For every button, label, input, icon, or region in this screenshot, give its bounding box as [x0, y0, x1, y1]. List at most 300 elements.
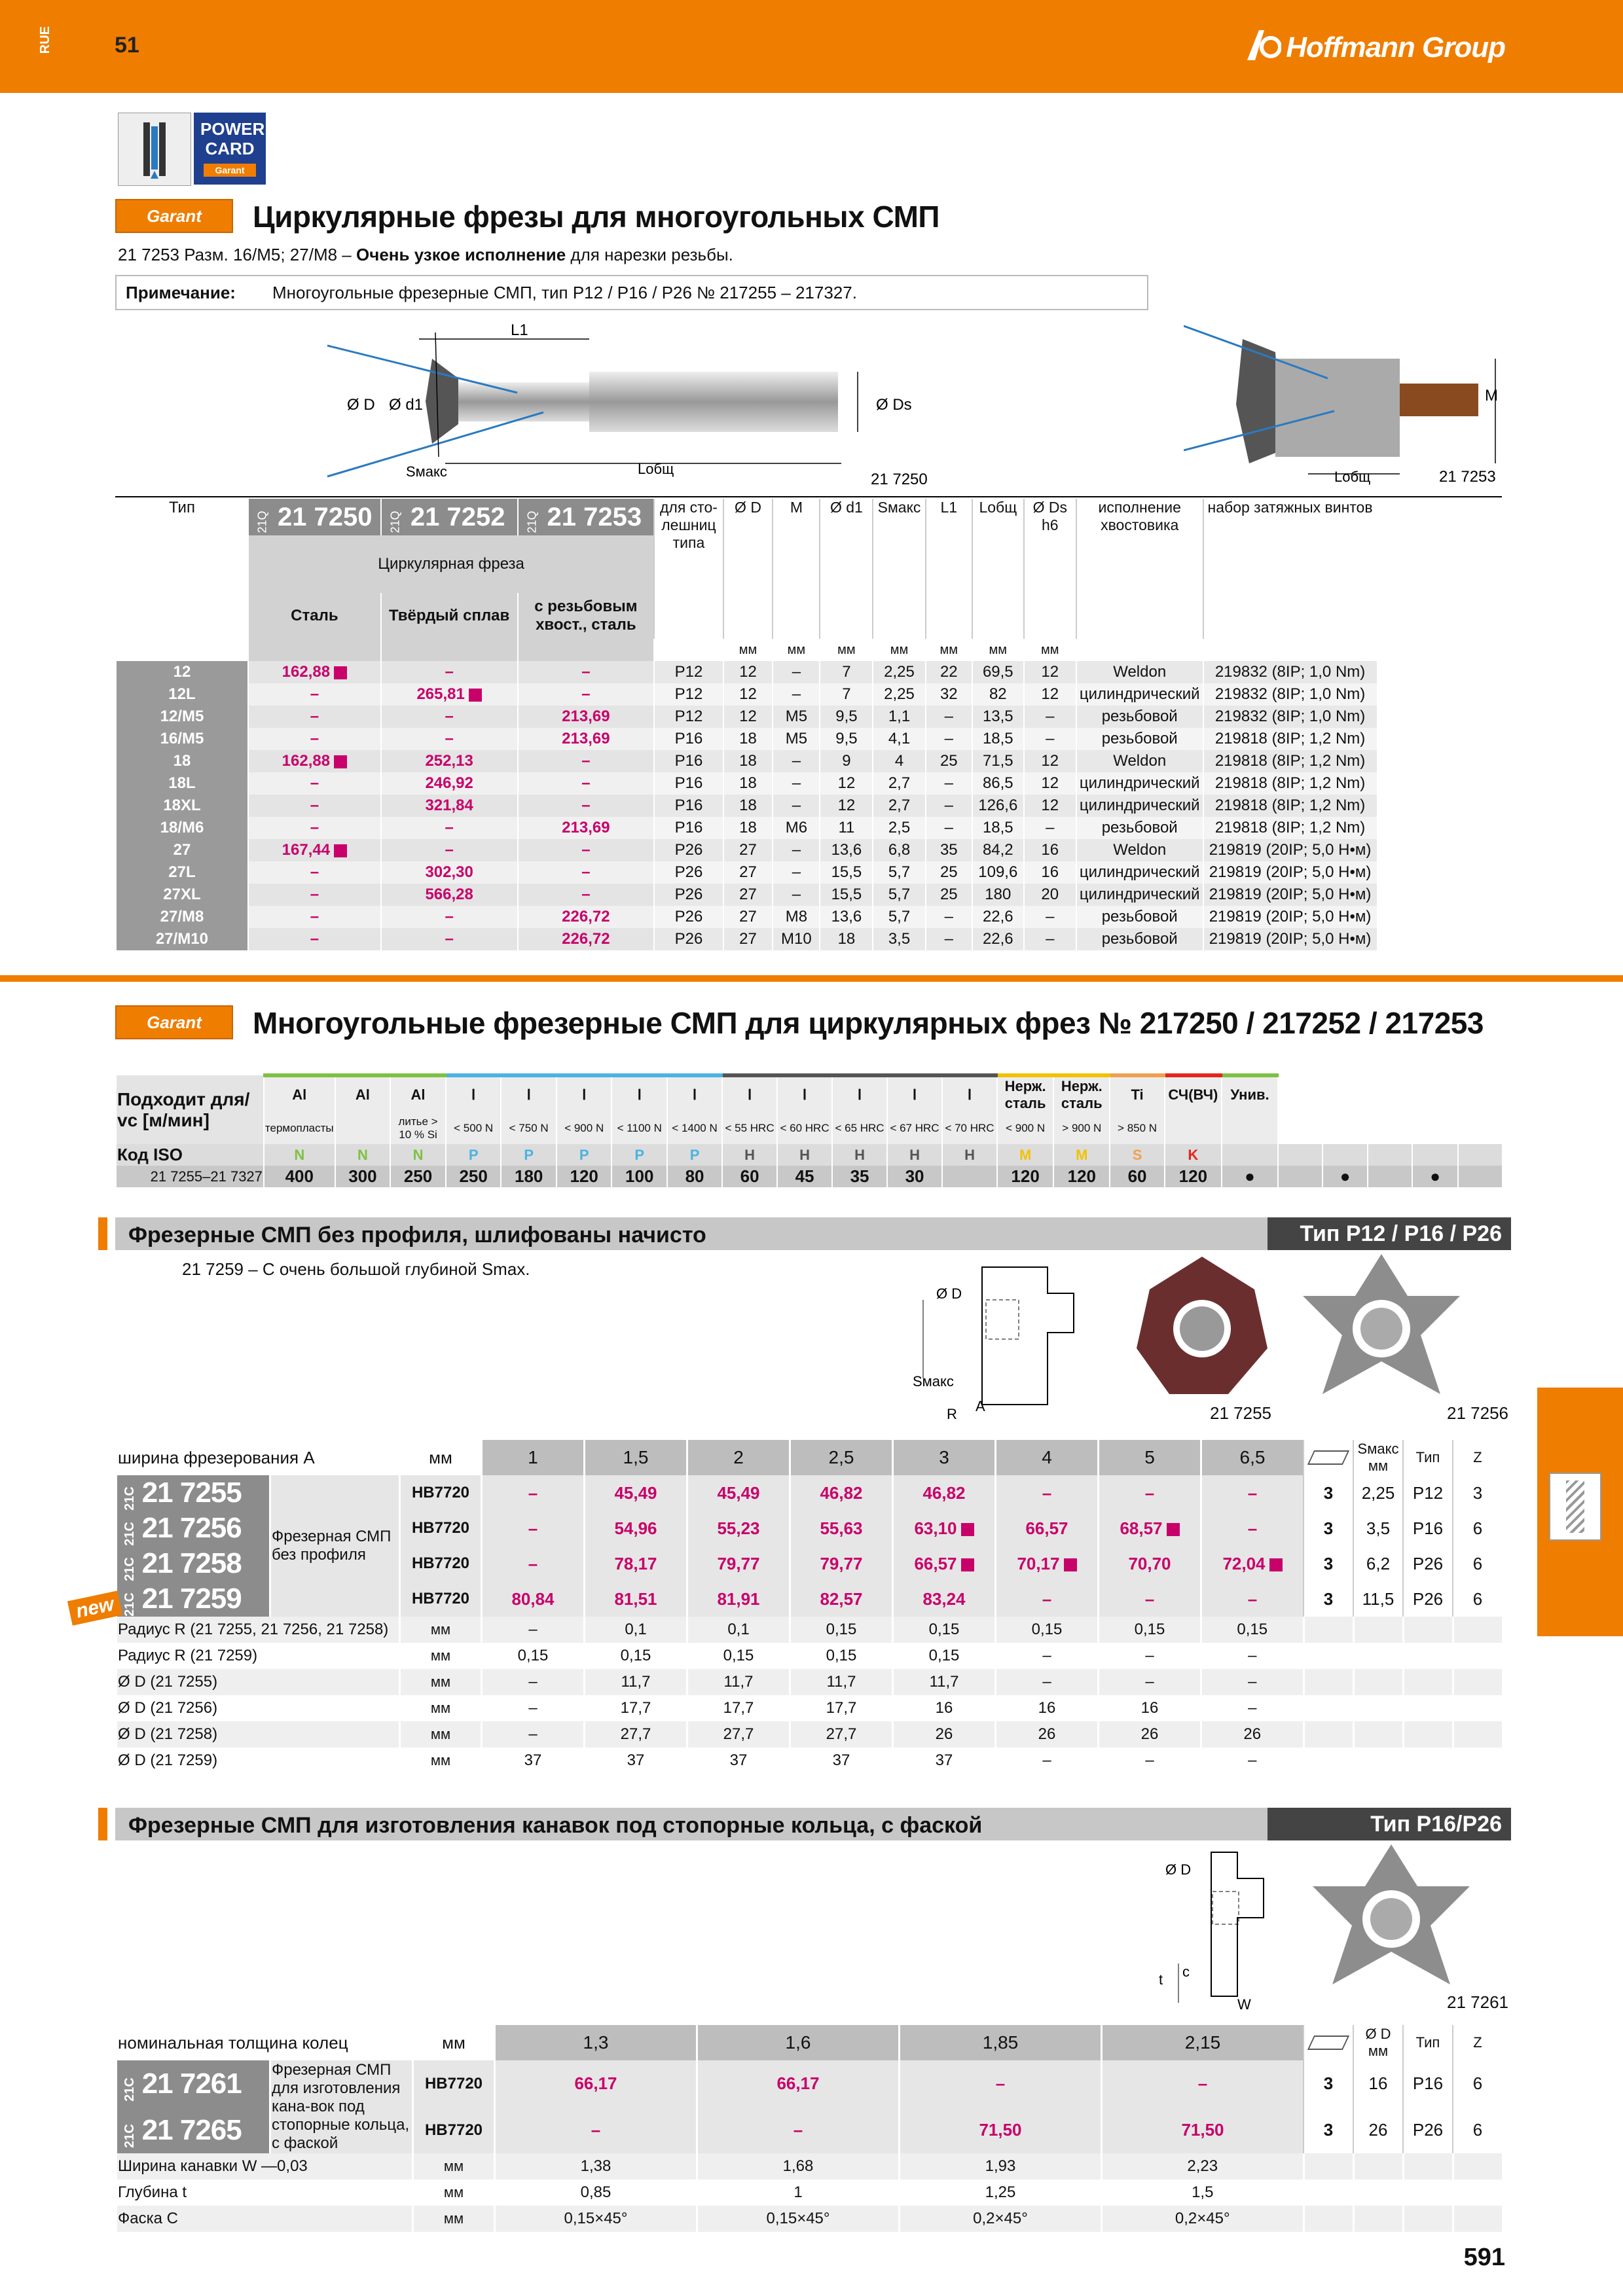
- article-cell: 21C 21 7265: [117, 2107, 270, 2153]
- spec-cell: P26: [654, 884, 723, 906]
- price-cell: 213,69: [518, 728, 655, 750]
- spec-cell: –: [773, 861, 820, 884]
- price-cell: –: [1201, 1475, 1304, 1511]
- cutting-speed: 45: [777, 1166, 832, 1187]
- price-cell: 68,57: [1099, 1511, 1201, 1546]
- unit-8: [1076, 639, 1203, 661]
- row-type: 18: [116, 750, 248, 772]
- price-cell: –: [381, 661, 518, 683]
- cutter-drawing-217250: [321, 319, 949, 490]
- insert-image-217256: [1290, 1250, 1473, 1407]
- price-cell: 66,57: [996, 1511, 1099, 1546]
- price-cell: –: [248, 706, 381, 728]
- table-row: [116, 683, 1501, 706]
- section1-note: Примечание: Многоугольные фрезерные СМП, тип P12 / P16 / P26 № 217255 – 217327.: [115, 275, 1148, 310]
- drawing-label-d1: Ø d1: [389, 396, 424, 414]
- spec-value: 0,15: [790, 1643, 893, 1669]
- spec-cell: –: [926, 728, 972, 750]
- side-cell: 3: [1304, 1511, 1353, 1546]
- spec-value: –: [482, 1669, 585, 1695]
- side-cell: 3,5: [1353, 1511, 1403, 1546]
- material-sub: < 500 N: [446, 1113, 501, 1144]
- drawing-label-r: R: [947, 1406, 957, 1422]
- spec-cell: M5: [773, 728, 820, 750]
- header-label: номинальная толщина колец: [117, 2025, 413, 2060]
- spec-value: 0,15: [687, 1643, 790, 1669]
- spec-cell: резьбовой: [1076, 728, 1203, 750]
- spec-cell: P26: [654, 839, 723, 861]
- drawing-label-d: Ø D: [347, 396, 375, 414]
- spec-value: 16: [996, 1695, 1099, 1721]
- row-type: 18/M6: [116, 817, 248, 839]
- spec-cell: 22,6: [972, 928, 1024, 950]
- material-sub: [335, 1113, 391, 1144]
- table-row: [116, 706, 1501, 728]
- spec-cell: резьбовой: [1076, 906, 1203, 928]
- spec-cell: 2,7: [873, 795, 925, 817]
- drawing-label-ltot2: Lобщ: [1334, 469, 1371, 485]
- spec-row: [117, 1617, 1503, 1643]
- spec-value: 0,15: [1099, 1617, 1201, 1643]
- spec-value: –: [482, 1721, 585, 1748]
- price-cell: 72,04: [1201, 1546, 1304, 1581]
- price-cell: –: [248, 884, 381, 906]
- price-cell: –: [1099, 1475, 1201, 1511]
- price-cell: –: [996, 1475, 1099, 1511]
- cutting-speed: 35: [832, 1166, 887, 1187]
- spec-cell: –: [773, 839, 820, 861]
- spec-label: Ø D (21 7255): [117, 1669, 400, 1695]
- price-cell: –: [381, 928, 518, 950]
- grade: HB7720: [400, 1581, 482, 1617]
- table-row: [116, 750, 1501, 772]
- spec-cell: 126,6: [972, 795, 1024, 817]
- price-cell: –: [518, 795, 655, 817]
- iso-code: P: [667, 1144, 722, 1166]
- row-type: 18L: [116, 772, 248, 795]
- spec-cell: 5,7: [873, 906, 925, 928]
- new-badge: new: [67, 1590, 123, 1625]
- cutting-speed: 300: [335, 1166, 391, 1187]
- spec-value: 37: [687, 1748, 790, 1774]
- spec-cell: 84,2: [972, 839, 1024, 861]
- spec-value: 26: [1099, 1721, 1201, 1748]
- price-cell: 246,92: [381, 772, 518, 795]
- spec-value: 27,7: [687, 1721, 790, 1748]
- price-cell: –: [518, 683, 655, 706]
- material-sub: [1165, 1113, 1222, 1144]
- spec-value: 0,15: [1201, 1617, 1304, 1643]
- spec-cell: –: [926, 795, 972, 817]
- price-cell: –: [381, 706, 518, 728]
- side-code: RUE: [38, 26, 52, 54]
- header-unit: мм: [413, 2025, 495, 2060]
- spec-cell: 12: [723, 683, 773, 706]
- coolant-icon-4: [1458, 1075, 1502, 1144]
- iso-code: P: [501, 1144, 556, 1166]
- spec-value: 0,85: [495, 2179, 697, 2206]
- spec-value: 27,7: [585, 1721, 687, 1748]
- side-header-2: Тип: [1403, 1440, 1453, 1475]
- price-cell: 226,72: [518, 928, 655, 950]
- side-cell: P26: [1403, 1546, 1453, 1581]
- spec-header-8: исполнение хвостовика: [1076, 499, 1203, 639]
- material-header-1: Твёрдый сплав: [381, 593, 518, 639]
- iso-code: M: [997, 1144, 1053, 1166]
- section4-type: Тип P16/P26: [1267, 1808, 1511, 1840]
- coolant-value: [1278, 1166, 1322, 1187]
- spec-cell: 86,5: [972, 772, 1024, 795]
- side-cell: 6: [1453, 1581, 1502, 1617]
- spec-unit: мм: [400, 1643, 482, 1669]
- price-cell: –: [697, 2107, 900, 2153]
- spec-label: Радиус R (21 7255, 21 7256, 21 7258): [117, 1617, 400, 1643]
- drawing-label-m: M: [1485, 387, 1498, 404]
- spec-cell: цилиндрический: [1076, 683, 1203, 706]
- article-cell: 21C 21 7255: [117, 1475, 270, 1511]
- price-cell: –: [482, 1546, 585, 1581]
- spec-cell: 2,25: [873, 683, 925, 706]
- spec-cell: –: [926, 817, 972, 839]
- row-type: 12L: [116, 683, 248, 706]
- groove-profile-drawing: [1139, 1846, 1296, 2016]
- table-row: [116, 906, 1501, 928]
- table-row: [116, 661, 1501, 683]
- spec-cell: цилиндрический: [1076, 795, 1203, 817]
- dimension-header: 2: [687, 1440, 790, 1475]
- price-cell: 63,10: [893, 1511, 996, 1546]
- spec-value: –: [1099, 1643, 1201, 1669]
- row-type: 27: [116, 839, 248, 861]
- grade: HB7720: [413, 2107, 495, 2153]
- price-cell: 70,17: [996, 1546, 1099, 1581]
- spec-cell: 20: [1024, 884, 1076, 906]
- drawing-label-c: c: [1182, 1964, 1190, 1980]
- material-sub: < 1100 N: [611, 1113, 667, 1144]
- spec-cell: 22,6: [972, 906, 1024, 928]
- dimension-header: 3: [893, 1440, 996, 1475]
- spec-value: 11,7: [687, 1669, 790, 1695]
- spec-cell: –: [773, 772, 820, 795]
- cutter-drawing-217253: [1184, 319, 1518, 490]
- iso-code: S: [1110, 1144, 1164, 1166]
- side-header-2: Тип: [1403, 2025, 1453, 2060]
- spec-value: 17,7: [790, 1695, 893, 1721]
- spec-cell: –: [773, 750, 820, 772]
- spec-row: [117, 1748, 1503, 1774]
- coolant-value: [1368, 1166, 1412, 1187]
- spec-value: –: [1099, 1748, 1201, 1774]
- table-row: [116, 884, 1501, 906]
- price-cell: 46,82: [790, 1475, 893, 1511]
- spec-cell: –: [773, 683, 820, 706]
- group-label: Фрезерная СМП без профиля: [270, 1475, 400, 1617]
- cutting-speed: ●: [1222, 1166, 1278, 1187]
- spec-value: 27,7: [790, 1721, 893, 1748]
- iso-code: H: [832, 1144, 887, 1166]
- cutting-speed: 30: [887, 1166, 942, 1187]
- spec-cell: 219819 (20IP; 5,0 Н•м): [1203, 884, 1377, 906]
- article-cell: 21C 21 7259: [117, 1581, 270, 1617]
- material-sub: термопласты: [264, 1113, 335, 1144]
- spec-value: –: [482, 1617, 585, 1643]
- spec-cell: 219819 (20IP; 5,0 Н•м): [1203, 906, 1377, 928]
- spec-cell: P16: [654, 795, 723, 817]
- unit-2: мм: [773, 639, 820, 661]
- price-cell: 213,69: [518, 817, 655, 839]
- price-cell: 80,84: [482, 1581, 585, 1617]
- unit-7: мм: [1024, 639, 1076, 661]
- spec-cell: 219819 (20IP; 5,0 Н•м): [1203, 928, 1377, 950]
- material-sub: < 900 N: [997, 1113, 1053, 1144]
- spec-cell: –: [1024, 706, 1076, 728]
- spec-cell: P12: [654, 661, 723, 683]
- power-card-badge: POWER CARD Garant: [194, 113, 266, 185]
- spec-cell: резьбовой: [1076, 817, 1203, 839]
- spec-header-5: L1: [926, 499, 972, 639]
- spec-header-1: Ø D: [723, 499, 773, 639]
- spec-label: Фаска C: [117, 2206, 413, 2232]
- spec-value: –: [996, 1748, 1099, 1774]
- spec-value: –: [996, 1669, 1099, 1695]
- spec-row: [117, 1695, 1503, 1721]
- spec-value: 26: [996, 1721, 1099, 1748]
- spec-unit: мм: [400, 1695, 482, 1721]
- spec-cell: Weldon: [1076, 661, 1203, 683]
- price-cell: 213,69: [518, 706, 655, 728]
- material-col-16: СЧ(ВЧ): [1165, 1075, 1222, 1113]
- spec-cell: P12: [654, 706, 723, 728]
- spec-cell: цилиндрический: [1076, 861, 1203, 884]
- drawing-label-a: A: [976, 1398, 985, 1414]
- unit-4: мм: [873, 639, 925, 661]
- drawing-label-ds: Ø Ds: [876, 396, 912, 414]
- stock-marker-icon: [334, 666, 347, 679]
- spec-value: 0,15: [585, 1643, 687, 1669]
- material-col-1: Al: [335, 1075, 391, 1113]
- spec-value: 0,15: [996, 1617, 1099, 1643]
- dimension-header: 1,5: [585, 1440, 687, 1475]
- spec-cell: P16: [654, 728, 723, 750]
- spec-cell: 32: [926, 683, 972, 706]
- spec-cell: M8: [773, 906, 820, 928]
- material-col-14: Нерж. сталь: [1053, 1075, 1110, 1113]
- spec-row: [117, 2206, 1503, 2232]
- material-col-6: Ⅰ: [611, 1075, 667, 1113]
- price-cell: –: [996, 1581, 1099, 1617]
- spec-label: Ø D (21 7259): [117, 1748, 400, 1774]
- cutting-speed: 100: [611, 1166, 667, 1187]
- iso-code: P: [556, 1144, 612, 1166]
- insert-profile-drawing: [903, 1247, 1100, 1424]
- table-row: [116, 928, 1501, 950]
- price-cell: 162,88: [248, 661, 381, 683]
- section1-subtitle: 21 7253 Разм. 16/M5; 27/M8 – Очень узкое исполнение для нарезки резьбы.: [118, 245, 733, 264]
- spec-cell: 18: [820, 928, 873, 950]
- price-cell: –: [518, 884, 655, 906]
- cutting-speed: 80: [667, 1166, 722, 1187]
- section-separator: [0, 975, 1623, 982]
- spec-unit: мм: [413, 2153, 495, 2179]
- spec-value: 37: [790, 1748, 893, 1774]
- cutting-speed: 250: [390, 1166, 446, 1187]
- price-cell: 66,57: [893, 1546, 996, 1581]
- price-cell: –: [381, 817, 518, 839]
- spec-unit: мм: [400, 1748, 482, 1774]
- material-table: [115, 1073, 1502, 1187]
- spec-row: [117, 1669, 1503, 1695]
- spec-value: 17,7: [585, 1695, 687, 1721]
- spec-cell: 12: [1024, 795, 1076, 817]
- material-sub: > 900 N: [1053, 1113, 1110, 1144]
- spec-cell: 7: [820, 661, 873, 683]
- cutting-speed: [942, 1166, 997, 1187]
- spec-value: 1: [697, 2179, 900, 2206]
- drawing-label-ltot: Lобщ: [638, 461, 674, 477]
- group-label: Циркулярная фреза: [248, 535, 654, 593]
- spec-cell: 6,8: [873, 839, 925, 861]
- iso-code: P: [446, 1144, 501, 1166]
- spec-value: 1,25: [900, 2179, 1102, 2206]
- spec-cell: 22: [926, 661, 972, 683]
- unit-1: мм: [723, 639, 773, 661]
- spec-cell: 219818 (8IP; 1,2 Nm): [1203, 795, 1377, 817]
- side-cell: 3: [1304, 1581, 1353, 1617]
- spec-cell: M5: [773, 706, 820, 728]
- material-sub: < 55 HRC: [722, 1113, 777, 1144]
- cutting-speed: 120: [556, 1166, 612, 1187]
- spec-value: 0,15: [790, 1617, 893, 1643]
- spec-value: 37: [893, 1748, 996, 1774]
- spec-cell: 18: [723, 772, 773, 795]
- stock-marker-icon: [1064, 1558, 1077, 1571]
- spec-value: –: [1201, 1695, 1304, 1721]
- cutting-speed: 120: [997, 1166, 1053, 1187]
- side-cell: P16: [1403, 2060, 1453, 2107]
- spec-cell: –: [773, 884, 820, 906]
- spec-cell: 4,1: [873, 728, 925, 750]
- spec-cell: M10: [773, 928, 820, 950]
- row-type: 27XL: [116, 884, 248, 906]
- price-cell: 81,91: [687, 1581, 790, 1617]
- dimension-header: 2,15: [1102, 2025, 1304, 2060]
- material-col-10: Ⅰ: [832, 1075, 887, 1113]
- grade-box-icon: [1304, 2025, 1353, 2060]
- price-cell: –: [248, 861, 381, 884]
- garant-logo: Garant: [115, 199, 233, 233]
- price-cell: 321,84: [381, 795, 518, 817]
- spec-value: 16: [1099, 1695, 1201, 1721]
- spec-value: –: [1201, 1643, 1304, 1669]
- spec-cell: 18: [723, 817, 773, 839]
- spec-value: 11,7: [790, 1669, 893, 1695]
- price-cell: –: [518, 772, 655, 795]
- spec-cell: 15,5: [820, 861, 873, 884]
- grade-box-icon: [1304, 1440, 1353, 1475]
- side-cell: 3: [1304, 1546, 1353, 1581]
- iso-code: N: [335, 1144, 391, 1166]
- price-cell: 70,70: [1099, 1546, 1201, 1581]
- spec-cell: –: [926, 928, 972, 950]
- spec-value: 0,1: [585, 1617, 687, 1643]
- drawing-label-smax2: Sмакс: [913, 1373, 954, 1390]
- spec-unit: мм: [400, 1617, 482, 1643]
- unit-5: мм: [926, 639, 972, 661]
- price-cell: –: [518, 661, 655, 683]
- insert-image-217255: [1117, 1250, 1287, 1407]
- price-cell: –: [1201, 1511, 1304, 1546]
- table-row: [116, 861, 1501, 884]
- suitable-label: Подходит для/ vc [м/мин]: [116, 1075, 264, 1144]
- header-label: ширина фрезерования A: [117, 1440, 400, 1475]
- cutting-speed: 400: [264, 1166, 335, 1187]
- header-unit: мм: [400, 1440, 482, 1475]
- price-cell: –: [248, 728, 381, 750]
- spec-unit: мм: [413, 2179, 495, 2206]
- insert-table-plain: [115, 1440, 1502, 1774]
- material-col-15: Ti: [1110, 1075, 1164, 1113]
- spec-cell: 27: [723, 861, 773, 884]
- material-col-13: Нерж. сталь: [997, 1075, 1053, 1113]
- coolant-value: [1458, 1166, 1502, 1187]
- price-cell: –: [248, 683, 381, 706]
- insert-ref-217261: 21 7261: [1447, 1992, 1508, 2012]
- spec-cell: –: [1024, 928, 1076, 950]
- spec-value: 26: [1201, 1721, 1304, 1748]
- spec-row: [117, 2179, 1503, 2206]
- side-cell: P26: [1403, 1581, 1453, 1617]
- spec-cell: 27: [723, 928, 773, 950]
- spec-cell: –: [1024, 906, 1076, 928]
- side-cell: 3: [1304, 2060, 1353, 2107]
- spec-cell: 16: [1024, 839, 1076, 861]
- side-cell: 6,2: [1353, 1546, 1403, 1581]
- brand-name: Hoffmann Group: [1286, 31, 1505, 63]
- material-sub: > 850 N: [1110, 1113, 1164, 1144]
- spec-cell: 5,7: [873, 884, 925, 906]
- spec-cell: 25: [926, 750, 972, 772]
- spec-cell: 13,5: [972, 706, 1024, 728]
- price-cell: –: [381, 728, 518, 750]
- section3-type: Тип P12 / P16 / P26: [1267, 1217, 1511, 1250]
- drawing-label-d2: Ø D: [936, 1285, 962, 1302]
- section3-note: 21 7259 – С очень большой глубиной Smax.: [182, 1259, 530, 1279]
- stock-marker-icon: [334, 844, 347, 857]
- price-cell: –: [482, 1511, 585, 1546]
- spec-value: 1,93: [900, 2153, 1102, 2179]
- price-cell: 265,81: [381, 683, 518, 706]
- unit-3: мм: [820, 639, 873, 661]
- material-col-8: Ⅰ: [722, 1075, 777, 1113]
- side-cell: 11,5: [1353, 1581, 1403, 1617]
- material-sub: литье > 10 % Si: [390, 1113, 446, 1144]
- iso-code: N: [264, 1144, 335, 1166]
- drawing-label-d3: Ø D: [1165, 1861, 1192, 1878]
- grade: HB7720: [400, 1546, 482, 1581]
- stock-marker-icon: [1269, 1558, 1283, 1571]
- article-row: [117, 2060, 1503, 2107]
- spec-label: Ø D (21 7256): [117, 1695, 400, 1721]
- chapter-tab-icon: [1549, 1473, 1601, 1541]
- coolant-tool-icon: [118, 113, 191, 186]
- dimension-header: 1,3: [495, 2025, 697, 2060]
- spec-cell: 35: [926, 839, 972, 861]
- spec-header-9: набор затяжных винтов: [1203, 499, 1377, 639]
- side-cell: P16: [1403, 1511, 1453, 1546]
- article-row: [117, 1475, 1503, 1511]
- unit-9: [1203, 639, 1377, 661]
- spec-cell: 69,5: [972, 661, 1024, 683]
